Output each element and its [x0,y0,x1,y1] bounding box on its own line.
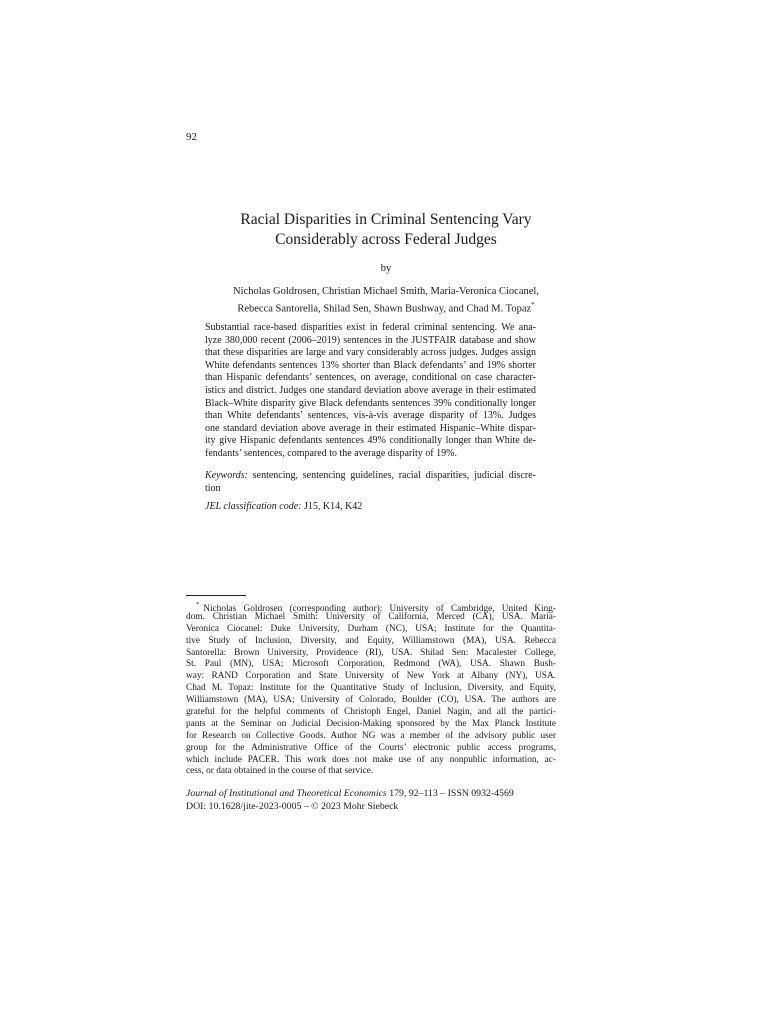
abstract-line: that these disparities are large and vary considerably across judges. Judges assign [205,347,536,359]
footnote-text: Nicholas Goldrosen (corresponding author): University of Cambridge, United King- [203,604,556,615]
keywords [205,470,536,495]
abstract [205,322,536,461]
footnote-line: dom. Christian Michael Smith: University of California, Merced (CA), USA. Maria- [186,611,556,622]
journal-line [186,787,566,800]
footnote-line: pants at the Seminar on Judicial Decision-Making sponsored by the Max Planck Institute [186,718,556,729]
abstract-line: White defendants sentences 13% shorter than Black defendants’ and 19% shorter [205,359,536,371]
footnote-line: St. Paul (MN), USA; Microsoft Corporation, Redmond (WA), USA. Shawn Bush- [186,659,556,670]
author-footnote-marker: * [531,300,535,309]
keywords-label: Keywords: [205,470,248,481]
footnote-line: way: RAND Corporation and State University of New York at Albany (NY), USA. [186,671,556,682]
abstract-line: istics and district. Judges one standard deviation above average in their estimated [205,384,536,396]
abstract-line: than White defendants’ sentences, vis-à-vis average disparity of 13%. Judges [205,410,536,422]
author-line-text: Rebecca Santorella, Shilad Sen, Shawn Bushway, and Chad M. Topaz [237,303,532,314]
abstract-line: Substantial race-based disparities exist in federal criminal sentencing. We ana- [205,322,536,333]
page-number: 92 [186,131,197,143]
footnote-line: which include PACER. This work does not make use of any nonpublic information, ac- [186,754,556,765]
abstract-line: ity give Hispanic defendants sentences 49% conditionally longer than White de- [205,435,536,447]
footnote-line: group for the Administrative Office of the Courts’ electronic public access programs, [186,742,556,753]
title-line: Considerably across Federal Judges [275,231,497,248]
author-line: Nicholas Goldrosen, Christian Michael Smith, Maria-Veronica Ciocanel, [233,286,539,297]
footnote-line: grateful for the helpful comments of Christoph Engel, Daniel Nagin, and all the partici- [186,707,556,718]
footnote-line: Chad M. Topaz: Institute for the Quantitative Study of Inclusion, Diversity, and Equity, [186,683,556,694]
article-title [186,210,586,250]
title-line: Racial Disparities in Criminal Sentencing Vary [240,211,532,228]
doi-line: DOI: 10.1628/jite-2023-0005 – © 2023 Mohr Siebeck [186,801,399,812]
abstract-line: fendants’ sentences, compared to the average disparity of 19%. [205,447,457,459]
abstract-line: than Hispanic defendants’ sentences, on average, conditional on case character- [205,372,536,384]
footnote-line: for Research on Collective Goods. Author NG was a member of the advisory public user [186,730,556,741]
byline: by [380,263,392,274]
footnote-line: Santorella: Brown University, Providence (RI), USA. Shilad Sen: Macalester College, [186,647,556,658]
journal-citation [186,787,566,813]
jel-codes [205,501,536,514]
keywords-text: sentencing, sentencing guidelines, racial disparities, judicial discre- [252,470,537,481]
footnote-line: cess, or data obtained in the course of that service. [186,766,374,777]
footnote-divider [186,595,246,596]
footnote-line: Veronica Ciocanel: Duke University, Durham (NC), USA; Institute for the Quantita- [186,623,556,634]
author-footnote [186,600,556,778]
abstract-line: lyze 380,000 recent (2006–2019) sentences in the JUSTFAIR database and show [205,334,536,346]
keywords-line [205,470,536,483]
abstract-line: Black–White disparity give Black defendants sentences 39% conditionally longer [205,397,536,409]
author-list [186,285,586,316]
footnote-line: Williamstown (MA), USA; University of Colorado, Boulder (CO), USA. The authors are [186,695,556,706]
journal-name: Journal of Institutional and Theoretical Economics [186,788,387,799]
footnote-marker: * [196,601,200,608]
footnote-line [186,600,556,615]
jel-label: JEL classification code: [205,501,302,512]
keywords-line: tion [205,482,221,494]
footnote-line: tive Study of Inclusion, Diversity, and Equity, Williamstown (MA), USA. Rebecca [186,635,556,646]
abstract-line: one standard deviation above average in their estimated Hispanic–White dispar- [205,422,536,434]
jel-code-list: J15, K14, K42 [303,501,363,512]
author-line [186,299,586,316]
journal-details: 179, 92–113 – ISSN 0932-4569 [389,788,514,799]
